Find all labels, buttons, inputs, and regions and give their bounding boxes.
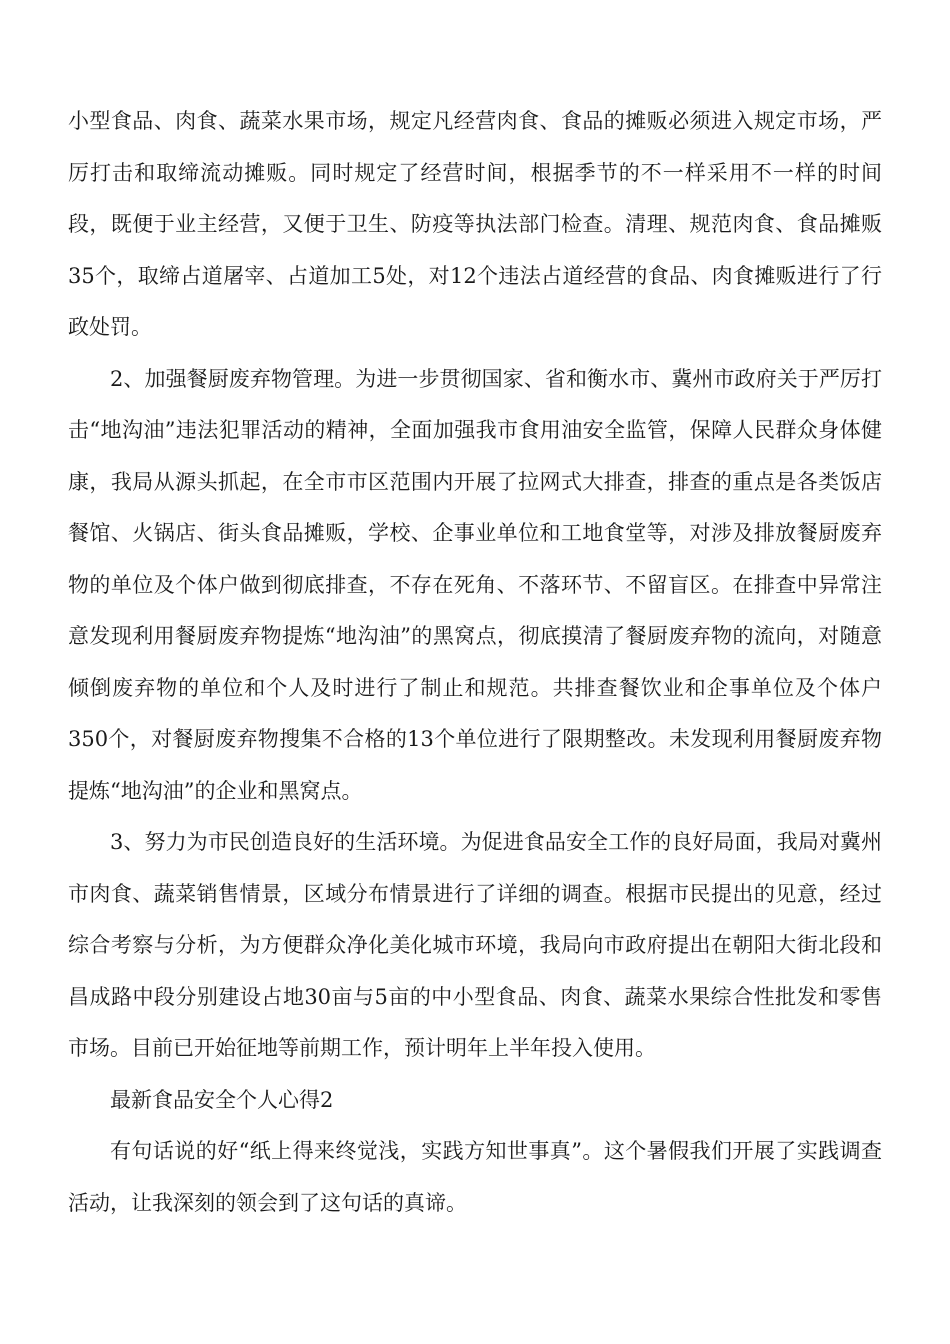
- section-heading: 最新食品安全个人心得2: [110, 1087, 334, 1112]
- paragraph-practice: 有句话说的好“纸上得来终觉浅，实践方知世事真”。这个暑假我们开展了实践调查活动，让我深刻的领会到了这句话的真谛。: [68, 1139, 882, 1215]
- document-body: [68, 96, 882, 1229]
- paragraph-kitchen-waste: 2、加强餐厨废弃物管理。为进一步贯彻国家、省和衡水市、冀州市政府关于严厉打击“地沟油”违法犯罪活动的精神，全面加强我市食用油安全监管，保障人民群众身体健康，我局从源头抓起，在全市市区范围内开展了拉网式大排查，排查的重点是各类饭店餐馆、火锅店、街头食品摊贩，学校、企事业单位和工地食堂等，对涉及排放餐厨废弃物的单位及个体户做到彻底排查，不存在死角、不落环节、不留盲区。在排查中异常注意发现利用餐厨废弃物提炼“地沟油”的黑窝点，彻底摸清了餐厨废弃物的流向，对随意倾倒废弃物的单位和个人及时进行了制止和规范。共排查餐饮业和企事单位及个体户350个，对餐厨废弃物搜集不合格的13个单位进行了限期整改。未发现利用餐厨废弃物提炼“地沟油”的企业和黑窝点。: [68, 366, 882, 803]
- paragraph-continuation: 小型食品、肉食、蔬菜水果市场，规定凡经营肉食、食品的摊贩必须进入规定市场，严厉打击和取缔流动摊贩。同时规定了经营时间，根据季节的不一样采用不一样的时间段，既便于业主经营，又便于卫生、防疫等执法部门检查。清理、规范肉食、食品摊贩35个，取缔占道屠宰、占道加工5处，对12个违法占道经营的食品、肉食摊贩进行了行政处罚。: [68, 109, 882, 339]
- paragraph-living-environment: 3、努力为市民创造良好的生活环境。为促进食品安全工作的良好局面，我局对冀州市肉食、蔬菜销售情景，区域分布情景进行了详细的调查。根据市民提出的见意，经过综合考察与分析，为方便群众净化美化城市环境，我局向市政府提出在朝阳大街北段和昌成路中段分别建设占地30亩与5亩的中小型食品、肉食、蔬菜水果综合性批发和零售市场。目前已开始征地等前期工作，预计明年上半年投入使用。: [68, 830, 882, 1060]
